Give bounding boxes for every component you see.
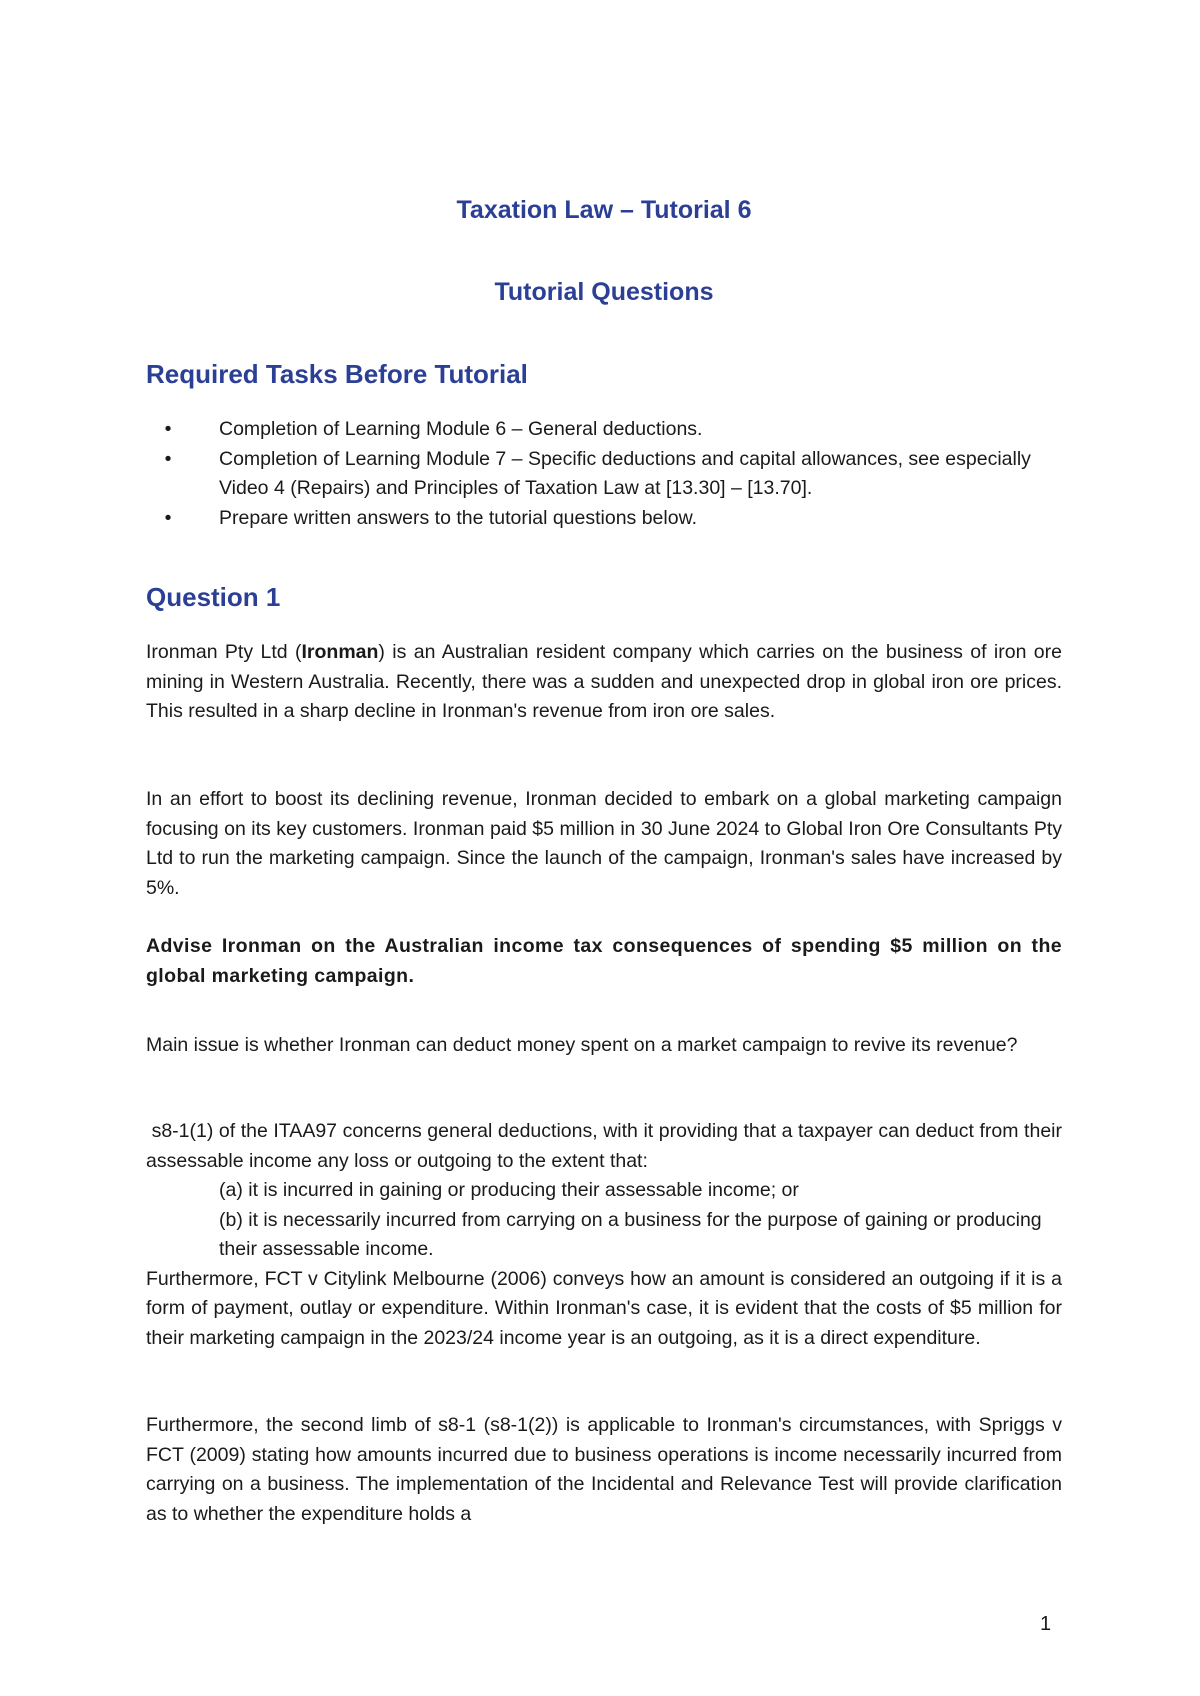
page-title: Taxation Law – Tutorial 6	[456, 196, 752, 224]
question-paragraph-1	[146, 638, 1062, 727]
defined-term: Ironman	[301, 641, 379, 663]
list-item-text: Prepare written answers to the tutorial questions below.	[219, 506, 698, 529]
bullet-icon: •	[164, 418, 172, 440]
answer-paragraph-1: Main issue is whether Ironman can deduct money spent on a market campaign to revive its revenue?	[146, 1034, 1018, 1056]
list-item	[146, 415, 1062, 445]
answer-paragraph-2	[146, 1117, 1068, 1353]
list-item	[146, 504, 1062, 534]
text-segment: ) is an Australian resident company which carries on the business of iron ore mining in Western Australia. Recently, there was a sudden and unexpected drop in global iron ore prices. This resulted in a sharp decline in Ironman's revenue from iron ore sales.	[146, 641, 1062, 722]
required-tasks-heading: Required Tasks Before Tutorial	[146, 359, 528, 389]
answer-limb-b: (b) it is necessarily incurred from carrying on a business for the purpose of gaining or producing their assessable income.	[219, 1208, 1042, 1260]
question-paragraph-2: In an effort to boost its declining revenue, Ironman decided to embark on a global marketing campaign focusing on its key customers. Ironman paid $5 million in 30 June 2024 to Global Iron Ore Consultants Pty Ltd to run the marketing campaign. Since the launch of the campaign, Ironman's sales have increased by 5%.	[146, 788, 1062, 899]
question-task: Advise Ironman on the Australian income tax consequences of spending $5 million on the global marketing campaign.	[146, 935, 1062, 987]
question-1-heading: Question 1	[146, 582, 281, 612]
answer-paragraph-2-text: s8-1(1) of the ITAA97 concerns general deductions, with it providing that a taxpayer can deduct from their assessable income any loss or outgoing to the extent that:	[146, 1120, 1068, 1172]
list-item-text: Completion of Learning Module 7 – Specific deductions and capital allowances, see especially Video 4 (Repairs) and Principles of Taxation Law at [13.30] – [13.70].	[219, 447, 1031, 499]
bullet-icon: •	[164, 447, 172, 470]
answer-paragraph-4: Furthermore, the second limb of s8-1 (s8-1(2)) is applicable to Ironman's circumstances, with Spriggs v FCT (2009) stating how amounts incurred due to business operations is income necessarily incurred from carrying on a business. The implementation of the Incidental and Relevance Test will provide clarification as to whether the expenditure holds a	[146, 1414, 1062, 1525]
required-tasks-list	[146, 415, 1062, 533]
text-segment: Ironman Pty Ltd (	[146, 641, 302, 663]
page-subtitle: Tutorial Questions	[494, 278, 714, 306]
answer-limb-a: (a) it is incurred in gaining or producing their assessable income; or	[219, 1179, 799, 1201]
list-item	[146, 445, 1062, 504]
page-number: 1	[1040, 1613, 1052, 1635]
list-item-text: Completion of Learning Module 6 – General deductions.	[219, 418, 703, 440]
answer-paragraph-3: Furthermore, FCT v Citylink Melbourne (2006) conveys how an amount is considered an outgoing if it is a form of payment, outlay or expenditure. Within Ironman's case, it is evident that the costs of $5 million for their marketing campaign in the 2023/24 income year is an outgoing, as it is a direct expenditure.	[146, 1267, 1062, 1349]
bullet-icon: •	[164, 506, 172, 529]
